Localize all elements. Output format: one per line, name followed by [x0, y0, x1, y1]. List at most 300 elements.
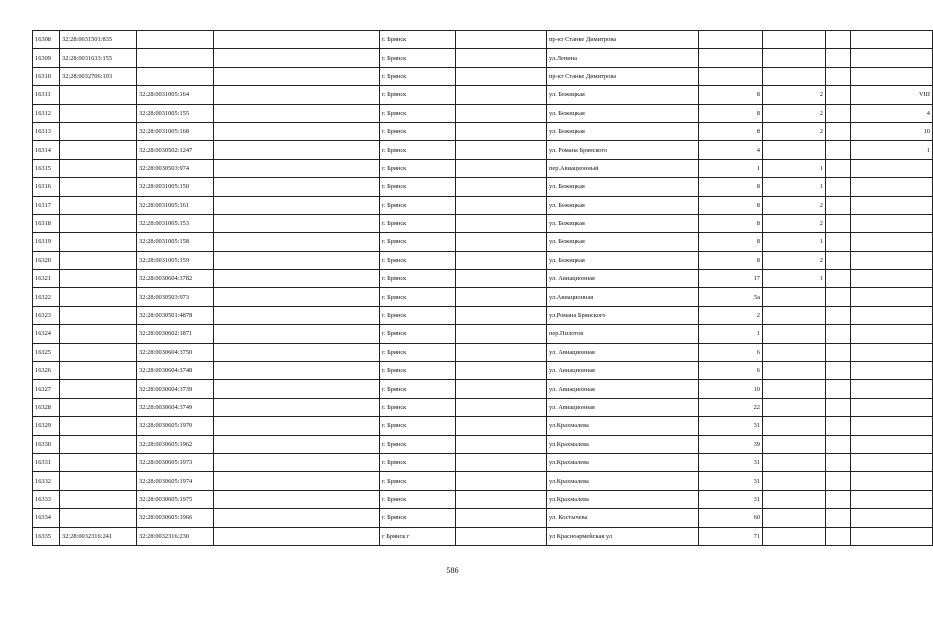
cadastral-number-cell [60, 398, 137, 416]
house-number-cell: 39 [699, 435, 763, 453]
empty-cell [826, 343, 851, 361]
city-cell: г. Брянск [380, 343, 456, 361]
premises-cell [851, 343, 933, 361]
city-cell: г. Брянск [380, 509, 456, 527]
city-cell: г. Брянск [380, 417, 456, 435]
house-number-cell: 8 [699, 86, 763, 104]
premises-cell: 10 [851, 122, 933, 140]
row-number-cell: 16334 [33, 509, 60, 527]
street-cell: ул. Авиационная [547, 398, 699, 416]
premises-cell [851, 362, 933, 380]
city-cell: г. Брянск [380, 86, 456, 104]
premises-cell: 4 [851, 104, 933, 122]
city-cell: г. Брянск [380, 233, 456, 251]
building-cell [763, 343, 826, 361]
empty-cell [826, 435, 851, 453]
cadastral-number-cell [60, 306, 137, 324]
cadastral-number-2-cell: 32:28:0031005:150 [137, 178, 214, 196]
house-number-cell: 8 [699, 251, 763, 269]
premises-cell [851, 270, 933, 288]
cadastral-number-2-cell: 32:28:0030605:1962 [137, 435, 214, 453]
city-cell: г. Брянск [380, 31, 456, 49]
empty-cell [456, 49, 547, 67]
premises-cell [851, 527, 933, 545]
empty-cell [456, 472, 547, 490]
street-cell: ул.Авиационная [547, 288, 699, 306]
building-cell [763, 509, 826, 527]
table-row [33, 306, 933, 324]
street-cell: ул. Авиационная [547, 362, 699, 380]
house-number-cell: 31 [699, 490, 763, 508]
empty-cell [456, 122, 547, 140]
street-cell: ул. Бежицкая [547, 122, 699, 140]
cadastral-number-2-cell: 32:28:0030605:1973 [137, 453, 214, 471]
city-cell: г. Брянск [380, 214, 456, 232]
row-number-cell: 16312 [33, 104, 60, 122]
empty-cell [826, 86, 851, 104]
house-number-cell: 17 [699, 270, 763, 288]
empty-cell [826, 31, 851, 49]
building-cell: 1 [763, 159, 826, 177]
table-row [33, 527, 933, 545]
premises-cell: 1 [851, 141, 933, 159]
cadastral-number-2-cell: 32:28:0030604:3748 [137, 362, 214, 380]
empty-cell [826, 288, 851, 306]
building-cell [763, 417, 826, 435]
empty-cell [826, 104, 851, 122]
empty-cell [456, 380, 547, 398]
table-row [33, 214, 933, 232]
table-row [33, 233, 933, 251]
row-number-cell: 16313 [33, 122, 60, 140]
empty-cell [214, 472, 380, 490]
row-number-cell: 16316 [33, 178, 60, 196]
empty-cell [214, 214, 380, 232]
table-row [33, 362, 933, 380]
premises-cell [851, 472, 933, 490]
table-row [33, 104, 933, 122]
cadastral-number-cell [60, 86, 137, 104]
building-cell [763, 453, 826, 471]
cadastral-number-cell [60, 380, 137, 398]
table-row [33, 178, 933, 196]
empty-cell [456, 141, 547, 159]
house-number-cell: 8 [699, 122, 763, 140]
city-cell: г. Брянск [380, 251, 456, 269]
empty-cell [826, 417, 851, 435]
cadastral-number-cell [60, 325, 137, 343]
city-cell: г. Брянск [380, 122, 456, 140]
street-cell: ул.Крахмалева [547, 490, 699, 508]
row-number-cell: 16335 [33, 527, 60, 545]
house-number-cell: 1 [699, 325, 763, 343]
table-row [33, 380, 933, 398]
empty-cell [826, 122, 851, 140]
cadastral-number-2-cell: 32:28:0030605:1966 [137, 509, 214, 527]
empty-cell [214, 380, 380, 398]
row-number-cell: 16333 [33, 490, 60, 508]
empty-cell [826, 67, 851, 85]
building-cell: 1 [763, 178, 826, 196]
house-number-cell: 6 [699, 362, 763, 380]
empty-cell [826, 527, 851, 545]
row-number-cell: 16330 [33, 435, 60, 453]
cadastral-number-cell [60, 453, 137, 471]
premises-cell [851, 380, 933, 398]
empty-cell [456, 104, 547, 122]
table-body [33, 31, 933, 546]
empty-cell [456, 490, 547, 508]
building-cell [763, 325, 826, 343]
empty-cell [214, 31, 380, 49]
city-cell: г. Брянск [380, 453, 456, 471]
empty-cell [214, 104, 380, 122]
table-row [33, 343, 933, 361]
house-number-cell: 31 [699, 472, 763, 490]
cadastral-number-cell [60, 251, 137, 269]
empty-cell [214, 178, 380, 196]
building-cell: 2 [763, 196, 826, 214]
empty-cell [456, 31, 547, 49]
city-cell: г. Брянск [380, 362, 456, 380]
house-number-cell: 8 [699, 214, 763, 232]
empty-cell [456, 196, 547, 214]
row-number-cell: 16332 [33, 472, 60, 490]
row-number-cell: 16320 [33, 251, 60, 269]
house-number-cell: 8 [699, 104, 763, 122]
empty-cell [214, 453, 380, 471]
cadastral-number-cell [60, 122, 137, 140]
cadastral-number-2-cell: 32:28:0030604:3750 [137, 343, 214, 361]
row-number-cell: 16328 [33, 398, 60, 416]
street-cell: ул. Бежицкая [547, 178, 699, 196]
cadastral-number-cell [60, 435, 137, 453]
cadastral-number-cell: 32:28:0032706:103 [60, 67, 137, 85]
street-cell: ул. Бежицкая [547, 214, 699, 232]
street-cell: ул. Авиационная [547, 270, 699, 288]
table-row [33, 49, 933, 67]
empty-cell [456, 417, 547, 435]
street-cell: ул. Авиационная [547, 380, 699, 398]
premises-cell [851, 178, 933, 196]
premises-cell [851, 49, 933, 67]
table-row [33, 31, 933, 49]
building-cell: 2 [763, 251, 826, 269]
house-number-cell [699, 67, 763, 85]
table-row [33, 270, 933, 288]
premises-cell [851, 214, 933, 232]
street-cell: ул.Романа Брянского [547, 306, 699, 324]
building-cell [763, 31, 826, 49]
cadastral-number-cell [60, 509, 137, 527]
cadastral-number-2-cell: 32:28:0031005:155 [137, 104, 214, 122]
empty-cell [826, 325, 851, 343]
empty-cell [214, 509, 380, 527]
house-number-cell [699, 49, 763, 67]
house-number-cell: 10 [699, 380, 763, 398]
row-number-cell: 16325 [33, 343, 60, 361]
building-cell [763, 380, 826, 398]
empty-cell [456, 270, 547, 288]
cadastral-number-2-cell: 32:28:0031005:158 [137, 233, 214, 251]
row-number-cell: 16322 [33, 288, 60, 306]
cadastral-number-2-cell [137, 31, 214, 49]
table-row [33, 159, 933, 177]
cadastral-number-cell [60, 270, 137, 288]
street-cell: ул.Крахмалева [547, 472, 699, 490]
street-cell: ул. Авиационная [547, 343, 699, 361]
city-cell: г. Брянск [380, 288, 456, 306]
empty-cell [826, 159, 851, 177]
premises-cell [851, 417, 933, 435]
house-number-cell: 6 [699, 343, 763, 361]
empty-cell [214, 67, 380, 85]
premises-cell [851, 67, 933, 85]
row-number-cell: 16324 [33, 325, 60, 343]
empty-cell [214, 270, 380, 288]
house-number-cell: 4 [699, 141, 763, 159]
premises-cell [851, 288, 933, 306]
row-number-cell: 16319 [33, 233, 60, 251]
table-row [33, 67, 933, 85]
register-table [32, 30, 933, 546]
building-cell [763, 527, 826, 545]
house-number-cell: 2 [699, 306, 763, 324]
cadastral-number-2-cell: 32:28:0030604:3739 [137, 380, 214, 398]
row-number-cell: 16317 [33, 196, 60, 214]
premises-cell [851, 509, 933, 527]
empty-cell [214, 417, 380, 435]
premises-cell [851, 435, 933, 453]
building-cell: 2 [763, 104, 826, 122]
building-cell [763, 306, 826, 324]
cadastral-number-cell [60, 196, 137, 214]
empty-cell [214, 251, 380, 269]
empty-cell [826, 141, 851, 159]
empty-cell [826, 178, 851, 196]
city-cell: г Брянск г [380, 527, 456, 545]
empty-cell [826, 362, 851, 380]
empty-cell [456, 178, 547, 196]
street-cell: ул.Крахмалева [547, 417, 699, 435]
empty-cell [214, 490, 380, 508]
street-cell: ул. Бежицкая [547, 196, 699, 214]
premises-cell [851, 251, 933, 269]
city-cell: г. Брянск [380, 67, 456, 85]
house-number-cell: 8 [699, 233, 763, 251]
house-number-cell: 71 [699, 527, 763, 545]
page-number: 586 [446, 566, 459, 575]
cadastral-number-cell [60, 417, 137, 435]
building-cell: 1 [763, 233, 826, 251]
building-cell [763, 398, 826, 416]
street-cell: ул. Костычева [547, 509, 699, 527]
cadastral-number-cell: 32:28:0032316:241 [60, 527, 137, 545]
cadastral-number-2-cell: 32:28:0031005:164 [137, 86, 214, 104]
empty-cell [214, 398, 380, 416]
building-cell: 2 [763, 86, 826, 104]
cadastral-number-cell [60, 233, 137, 251]
street-cell: пр-кт Станке Димитрова [547, 67, 699, 85]
cadastral-number-2-cell: 32:28:0030602:1871 [137, 325, 214, 343]
cadastral-number-2-cell: 32:28:0030604:3782 [137, 270, 214, 288]
cadastral-number-cell [60, 490, 137, 508]
cadastral-number-2-cell: 32:28:0031005:161 [137, 196, 214, 214]
row-number-cell: 16308 [33, 31, 60, 49]
cadastral-number-cell: 32:28:0031501:835 [60, 31, 137, 49]
street-cell: ул. Бежицкая [547, 86, 699, 104]
empty-cell [456, 453, 547, 471]
empty-cell [214, 343, 380, 361]
table-row [33, 86, 933, 104]
cadastral-number-cell [60, 214, 137, 232]
empty-cell [214, 288, 380, 306]
table-row [33, 417, 933, 435]
row-number-cell: 16311 [33, 86, 60, 104]
empty-cell [214, 122, 380, 140]
city-cell: г. Брянск [380, 196, 456, 214]
cadastral-number-cell [60, 178, 137, 196]
empty-cell [456, 362, 547, 380]
premises-cell [851, 31, 933, 49]
empty-cell [826, 398, 851, 416]
city-cell: г. Брянск [380, 435, 456, 453]
cadastral-number-cell [60, 141, 137, 159]
cadastral-number-cell [60, 104, 137, 122]
empty-cell [214, 527, 380, 545]
building-cell [763, 472, 826, 490]
cadastral-number-2-cell: 32:28:0031005:159 [137, 251, 214, 269]
table-row [33, 398, 933, 416]
city-cell: г. Брянск [380, 380, 456, 398]
house-number-cell: 31 [699, 417, 763, 435]
cadastral-number-2-cell: 32:28:0032316:230 [137, 527, 214, 545]
city-cell: г. Брянск [380, 270, 456, 288]
cadastral-number-2-cell: 32:28:0030605:1974 [137, 472, 214, 490]
street-cell: ул. Бежицкая [547, 251, 699, 269]
street-cell: пр-кт Станке Димитрова [547, 31, 699, 49]
row-number-cell: 16323 [33, 306, 60, 324]
cadastral-number-2-cell: 32:28:0030503:974 [137, 159, 214, 177]
table-row [33, 196, 933, 214]
premises-cell [851, 159, 933, 177]
cadastral-number-cell [60, 159, 137, 177]
empty-cell [456, 159, 547, 177]
street-cell: ул. Бежицкая [547, 233, 699, 251]
house-number-cell: 1 [699, 159, 763, 177]
table-row [33, 490, 933, 508]
street-cell: ул.Крахмалева [547, 453, 699, 471]
empty-cell [456, 398, 547, 416]
premises-cell [851, 306, 933, 324]
table-row [33, 325, 933, 343]
building-cell [763, 288, 826, 306]
cadastral-number-2-cell: 32:28:0030604:3749 [137, 398, 214, 416]
empty-cell [214, 435, 380, 453]
premises-cell [851, 325, 933, 343]
table-row [33, 509, 933, 527]
building-cell [763, 362, 826, 380]
row-number-cell: 16326 [33, 362, 60, 380]
premises-cell [851, 453, 933, 471]
building-cell: 1 [763, 270, 826, 288]
empty-cell [826, 490, 851, 508]
house-number-cell: 5а [699, 288, 763, 306]
premises-cell [851, 398, 933, 416]
row-number-cell: 16327 [33, 380, 60, 398]
building-cell [763, 49, 826, 67]
table-row [33, 122, 933, 140]
row-number-cell: 16321 [33, 270, 60, 288]
empty-cell [214, 233, 380, 251]
city-cell: г. Брянск [380, 398, 456, 416]
row-number-cell: 16315 [33, 159, 60, 177]
empty-cell [456, 251, 547, 269]
cadastral-number-2-cell: 32:28:0030605:1975 [137, 490, 214, 508]
building-cell [763, 490, 826, 508]
row-number-cell: 16331 [33, 453, 60, 471]
city-cell: г. Брянск [380, 490, 456, 508]
empty-cell [456, 527, 547, 545]
street-cell: ул.Ленина [547, 49, 699, 67]
cadastral-number-2-cell: 32:28:0031005:153 [137, 214, 214, 232]
table-row [33, 453, 933, 471]
cadastral-number-cell [60, 343, 137, 361]
row-number-cell: 16314 [33, 141, 60, 159]
building-cell: 2 [763, 122, 826, 140]
empty-cell [456, 86, 547, 104]
table-row [33, 251, 933, 269]
cadastral-number-2-cell: 32:28:0031005:168 [137, 122, 214, 140]
empty-cell [214, 49, 380, 67]
house-number-cell [699, 31, 763, 49]
cadastral-number-cell [60, 288, 137, 306]
house-number-cell: 60 [699, 509, 763, 527]
street-cell: пер.Пилотов [547, 325, 699, 343]
premises-cell [851, 490, 933, 508]
street-cell: пер.Авиационный [547, 159, 699, 177]
empty-cell [826, 251, 851, 269]
row-number-cell: 16309 [33, 49, 60, 67]
street-cell: ул.Крахмалева [547, 435, 699, 453]
empty-cell [826, 270, 851, 288]
city-cell: г. Брянск [380, 325, 456, 343]
empty-cell [214, 159, 380, 177]
city-cell: г. Брянск [380, 178, 456, 196]
street-cell: ул. Бежицкая [547, 104, 699, 122]
table-row [33, 288, 933, 306]
premises-cell [851, 196, 933, 214]
house-number-cell: 8 [699, 196, 763, 214]
row-number-cell: 16310 [33, 67, 60, 85]
empty-cell [826, 233, 851, 251]
building-cell [763, 67, 826, 85]
cadastral-number-2-cell: 32:28:0030502:1247 [137, 141, 214, 159]
cadastral-number-2-cell: 32:28:0030503:973 [137, 288, 214, 306]
street-cell: ул Красноармейская ул [547, 527, 699, 545]
cadastral-number-cell: 32:28:0031633:155 [60, 49, 137, 67]
street-cell: ул. Романа Брянского [547, 141, 699, 159]
building-cell: 2 [763, 214, 826, 232]
empty-cell [826, 306, 851, 324]
cadastral-number-cell [60, 472, 137, 490]
row-number-cell: 16329 [33, 417, 60, 435]
empty-cell [826, 453, 851, 471]
city-cell: г. Брянск [380, 141, 456, 159]
premises-cell: VIII [851, 86, 933, 104]
empty-cell [456, 214, 547, 232]
cadastral-number-2-cell [137, 49, 214, 67]
